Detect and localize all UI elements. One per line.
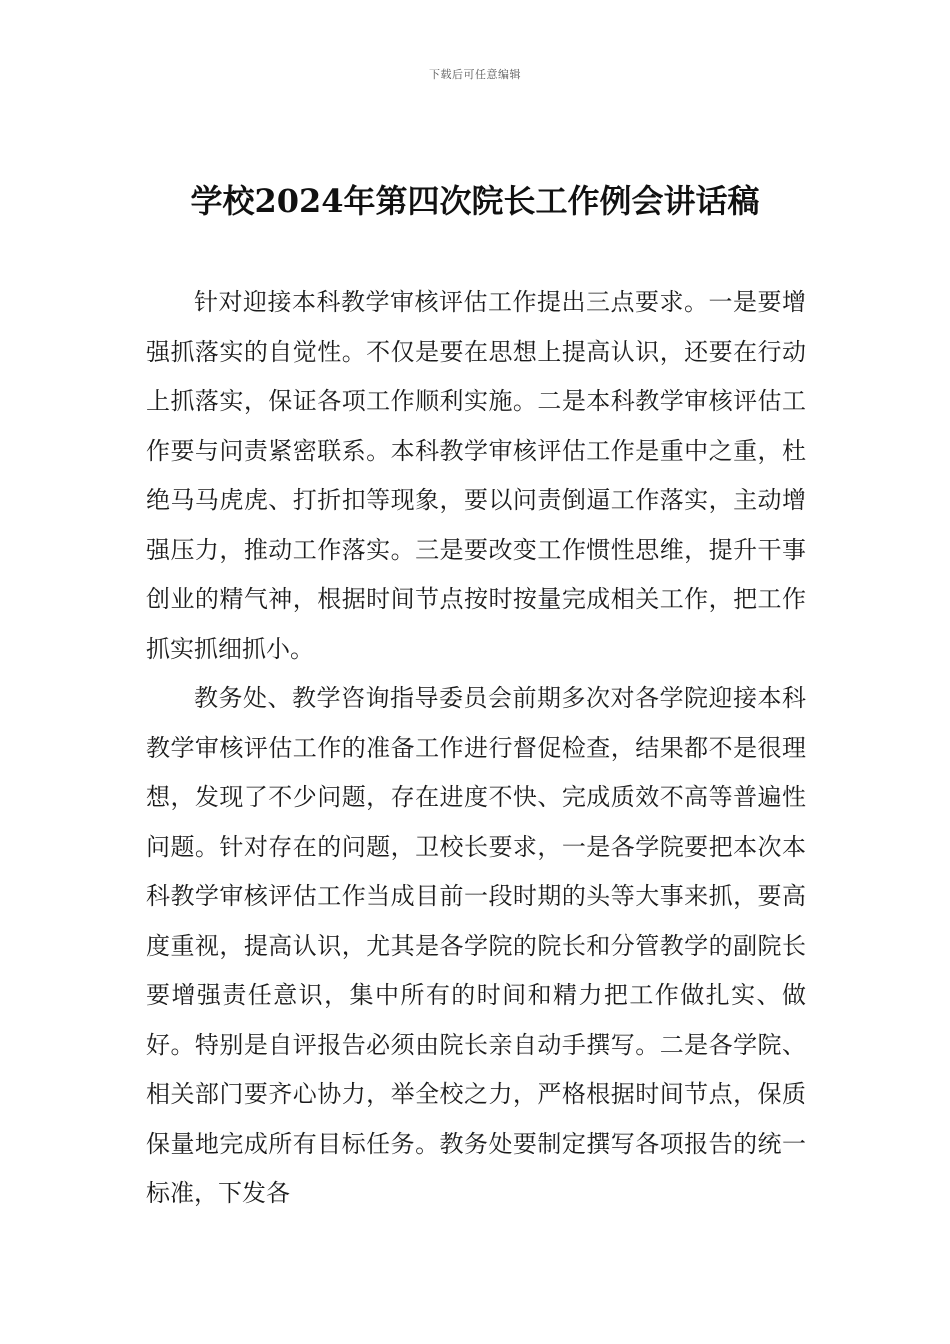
header-note: 下载后可任意编辑: [429, 68, 521, 81]
document-body: [146, 278, 806, 1219]
body-paragraph-2: 教务处、教学咨询指导委员会前期多次对各学院迎接本科教学审核评估工作的准备工作进行督促检查，结果都不是很理想，发现了不少问题，存在进度不快、完成质效不高等普遍性问题。针对存在的问题，卫校长要求，一是各学院要把本次本科教学审核评估工作当成目前一段时期的头等大事来抓，要高度重视，提高认识，尤其是各学院的院长和分管教学的副院长要增强责任意识，集中所有的时间和精力把工作做扎实、做好。特别是自评报告必须由院长亲自动手撰写。二是各学院、相关部门要齐心协力，举全校之力，严格根据时间节点，保质保量地完成所有目标任务。教务处要制定撰写各项报告的统一标准，下发各: [146, 684, 806, 1207]
body-paragraph-1: 针对迎接本科教学审核评估工作提出三点要求。一是要增强抓落实的自觉性。不仅是要在思想上提高认识，还要在行动上抓落实，保证各项工作顺利实施。二是本科教学审核评估工作要与问责紧密联系。本科教学审核评估工作是重中之重，杜绝马马虎虎、打折扣等现象，要以问责倒逼工作落实，主动增强压力，推动工作落实。三是要改变工作惯性思维，提升干事创业的精气神，根据时间节点按时按量完成相关工作，把工作抓实抓细抓小。: [146, 288, 806, 663]
document-title: 学校2024年第四次院长工作例会讲话稿: [190, 182, 760, 220]
